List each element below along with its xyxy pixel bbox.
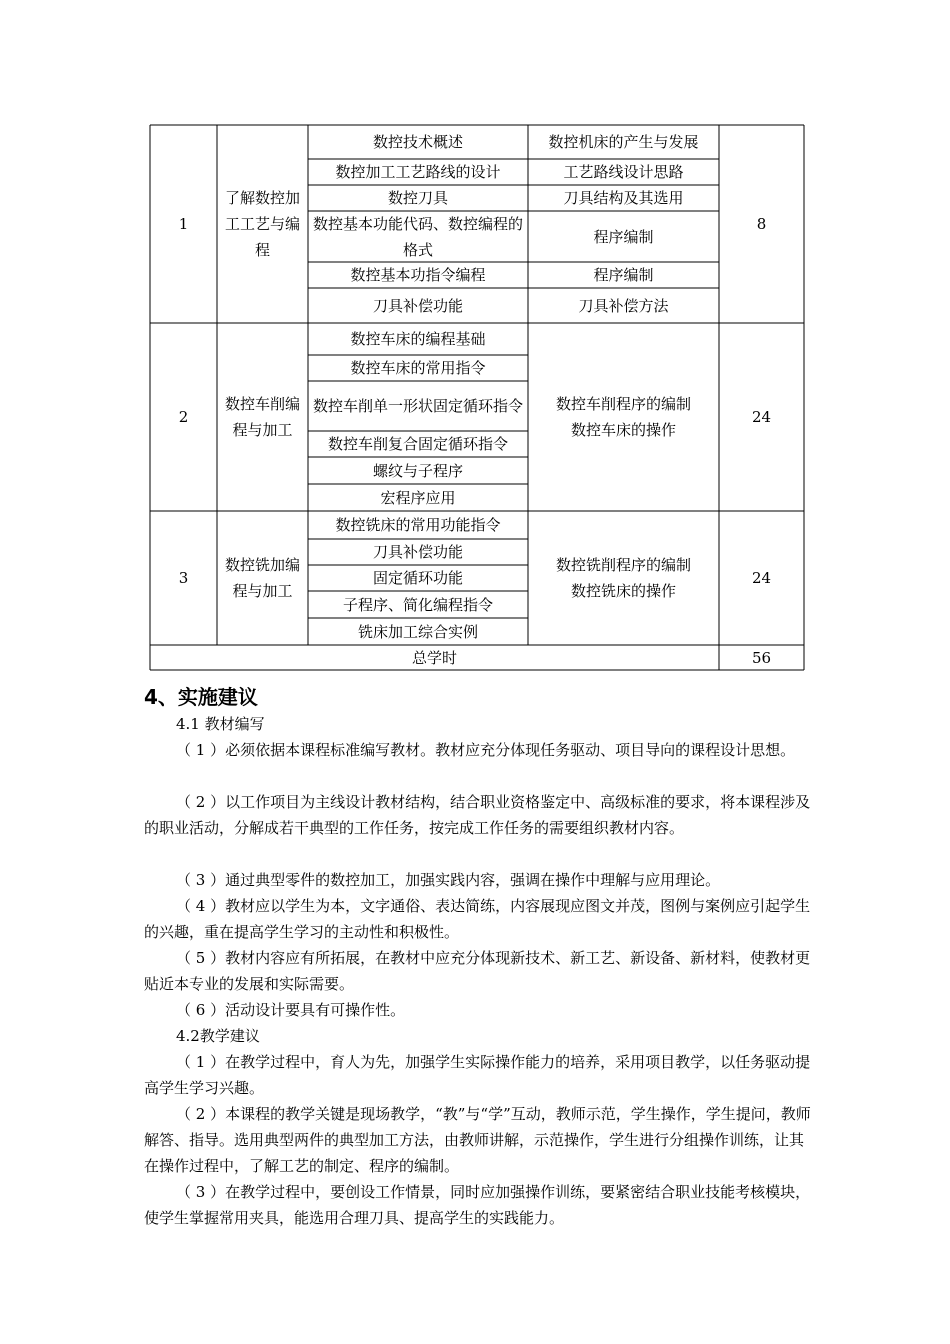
paragraph: （ 5 ）教材内容应有所拓展，在教材中应充分体现新技术、新工艺、新设备、新材料，使教材更贴近本专业的发展和实际需要。 [144, 949, 811, 993]
skill-cell: 刀具补偿方法 [578, 296, 669, 315]
topic-cell: 数控基本功指令编程 [350, 266, 486, 284]
topic-cell: 数控车削单一形状固定循环指令 [313, 397, 524, 415]
topic-cell: 数控基本功能代码、数控编程的格式 [313, 214, 524, 259]
skill-merged-cell: 数控车削程序的编制 数控车床的操作 [555, 395, 691, 439]
hours: 24 [751, 408, 772, 426]
topic-cell: 数控车床的编程基础 [350, 330, 486, 348]
topic-cell: 数控加工工艺路线的设计 [335, 163, 501, 181]
topic-cell: 数控车削复合固定循环指令 [327, 435, 508, 453]
paragraph: （ 6 ）活动设计要具有可操作性。 [176, 1001, 406, 1019]
skill-cell: 程序编制 [593, 266, 654, 284]
module-name: 数控铣加编程与加工 [224, 556, 300, 600]
module-name: 了解数控加工工艺与编程 [224, 189, 300, 259]
paragraph: （ 4 ）教材应以学生为本，文字通俗、表达简练，内容展现应图文并茂，图例与案例应引起学生的兴趣，重在提高学生学习的主动性和积极性。 [144, 897, 811, 941]
subsection-title: 4.1 教材编写 [176, 715, 265, 733]
topic-cell: 螺纹与子程序 [372, 461, 463, 480]
section-heading: 4、实施建议 [144, 685, 258, 709]
topic-cell: 宏程序应用 [380, 488, 456, 507]
row-number: 1 [178, 215, 189, 233]
row-number: 3 [178, 569, 189, 587]
skill-merged-cell: 数控铣削程序的编制 数控铣床的操作 [555, 556, 691, 600]
skill-cell: 程序编制 [593, 227, 654, 246]
topic-cell: 固定循环功能 [372, 569, 463, 587]
row-number: 2 [178, 408, 189, 426]
paragraph: （ 1 ）在教学过程中，育人为先，加强学生实际操作能力的培养，采用项目教学，以任务驱动提高学生学习兴趣。 [144, 1053, 811, 1097]
hours: 24 [751, 569, 772, 587]
paragraph: （ 3 ）通过典型零件的数控加工，加强实践内容，强调在操作中理解与应用理论。 [176, 871, 721, 889]
topic-cell: 数控刀具 [387, 189, 448, 207]
total-hours: 56 [751, 648, 772, 667]
topic-cell: 子程序、简化编程指令 [342, 595, 493, 614]
total-label: 总学时 [411, 648, 457, 667]
topic-cell: 刀具补偿功能 [372, 296, 463, 315]
hours: 8 [756, 215, 767, 233]
paragraph: （ 1 ）必须依据本课程标准编写教材。教材应充分体现任务驱动、项目导向的课程设计思想。 [176, 741, 796, 759]
topic-cell: 数控车床的常用指令 [350, 359, 486, 377]
topic-cell: 数控铣床的常用功能指令 [335, 516, 501, 534]
paragraph: （ 3 ）在教学过程中，要创设工作情景，同时应加强操作训练，要紧密结合职业技能考核模块，使学生掌握常用夹具，能选用合理刀具、提高学生的实践能力。 [144, 1183, 811, 1227]
skill-cell: 刀具结构及其选用 [563, 189, 684, 207]
module-name: 数控车削编程与加工 [224, 395, 300, 439]
skill-cell: 工艺路线设计思路 [563, 163, 684, 181]
paragraph: （ 2 ）以工作项目为主线设计教材结构，结合职业资格鉴定中、高级标准的要求，将本课程涉及的职业活动，分解成若干典型的工作任务，按完成工作任务的需要组织教材内容。 [144, 793, 811, 837]
skill-cell: 数控机床的产生与发展 [548, 133, 699, 151]
topic-cell: 铣床加工综合实例 [357, 622, 478, 641]
subsection-title: 4.2教学建议 [176, 1027, 260, 1045]
paragraph: （ 2 ）本课程的教学关键是现场教学，“教”与“学”互动，教师示范，学生操作，学生提问，教师解答、指导。选用典型两件的典型加工方法，由教师讲解，示范操作，学生进行分组操作训练，让其在操作过程中，了解工艺的制定、程序的编制。 [144, 1105, 811, 1175]
topic-cell: 数控技术概述 [372, 133, 463, 151]
topic-cell: 刀具补偿功能 [372, 543, 463, 561]
